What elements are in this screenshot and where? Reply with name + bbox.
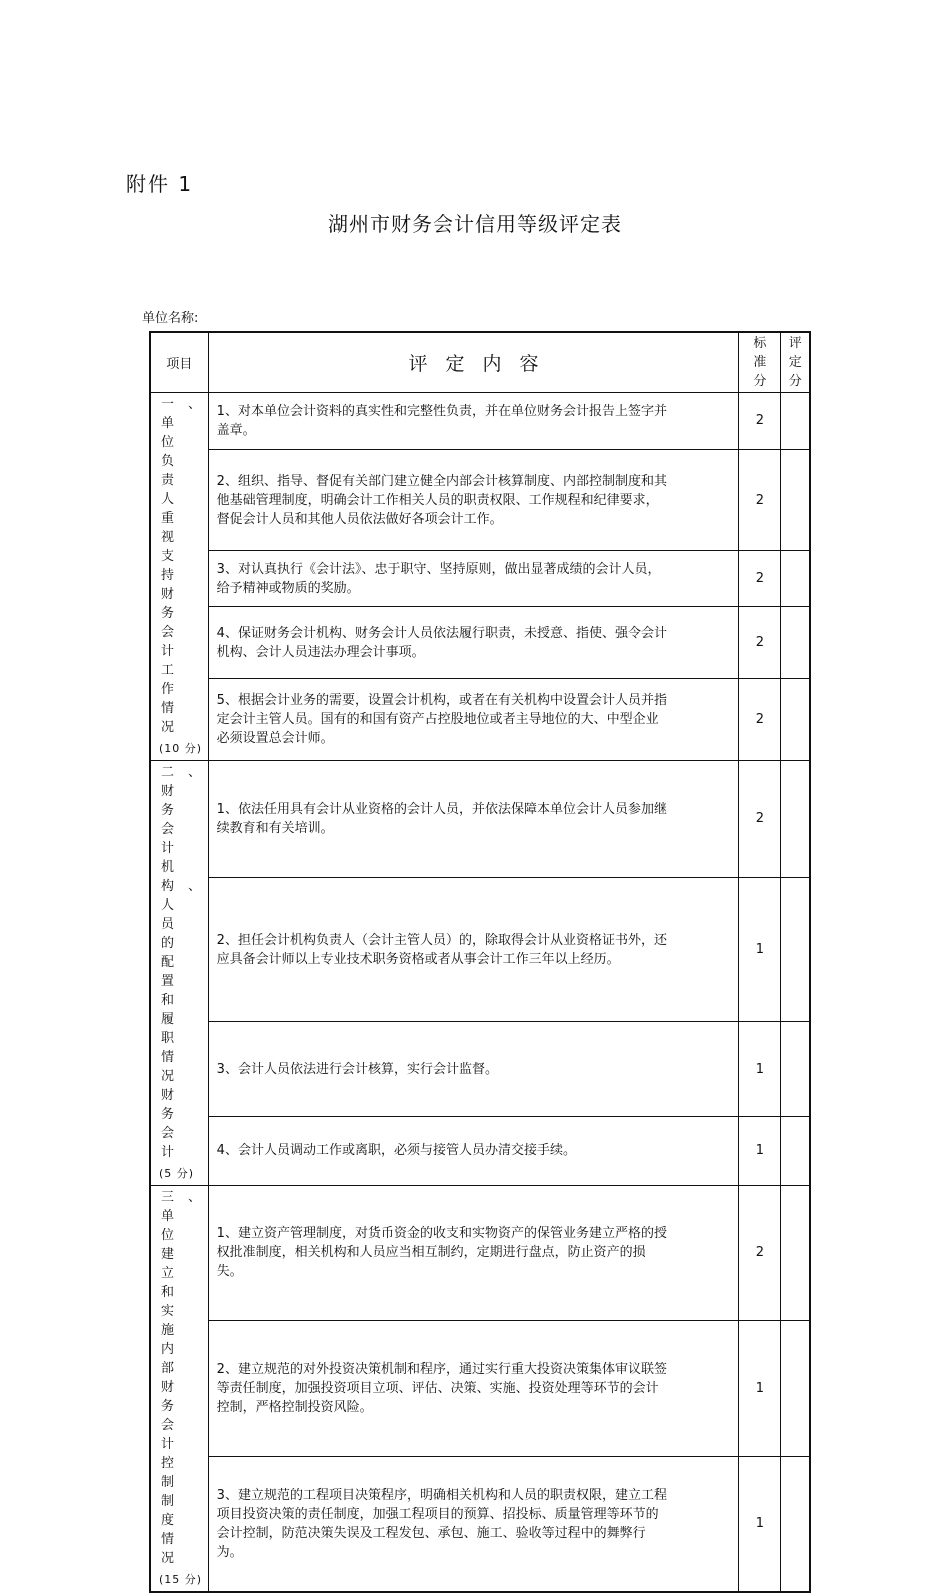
rating-score-cell[interactable] bbox=[781, 1321, 810, 1457]
table-row bbox=[150, 450, 810, 551]
standard-score: 2 bbox=[739, 450, 781, 551]
table-row bbox=[150, 607, 810, 679]
criterion-text: 2、建立规范的对外投资决策机制和程序，通过实行重大投资决策集体审议联签等责任制度，加强投资项目立项、评估、决策、实施、投资处理等环节的会计控制，严格控制投资风险。 bbox=[208, 1321, 739, 1457]
rating-score-cell[interactable] bbox=[781, 679, 810, 760]
table-row bbox=[150, 760, 810, 877]
category-score: (5 分) bbox=[159, 1166, 195, 1180]
standard-score: 1 bbox=[739, 1022, 781, 1117]
rating-score-cell[interactable] bbox=[781, 877, 810, 1022]
table-row bbox=[150, 1321, 810, 1457]
unit-name-label: 单位名称: bbox=[142, 311, 199, 326]
standard-score: 1 bbox=[739, 1321, 781, 1457]
table-row bbox=[150, 1022, 810, 1117]
standard-score: 2 bbox=[739, 392, 781, 450]
criterion-text: 2、组织、指导、督促有关部门建立健全内部会计核算制度、内部控制制度和其他基础管理制度，明确会计工作相关人员的职责权限、工作规程和纪律要求，督促会计人员和其他人员依法做好各项会计工作。 bbox=[208, 450, 739, 551]
column-header-item: 项目 bbox=[150, 332, 208, 392]
column-header-content: 评定内容 bbox=[208, 332, 739, 392]
rating-score-cell[interactable] bbox=[781, 1456, 810, 1592]
standard-score: 2 bbox=[739, 550, 781, 606]
standard-score: 2 bbox=[739, 760, 781, 877]
category-score: (10 分) bbox=[159, 741, 203, 755]
criterion-text: 2、担任会计机构负责人（会计主管人员）的，除取得会计从业资格证书外，还应具备会计师以上专业技术职务资格或者从事会计工作三年以上经历。 bbox=[208, 877, 739, 1022]
criterion-text: 1、依法任用具有会计从业资格的会计人员，并依法保障本单位会计人员参加继续教育和有关培训。 bbox=[208, 760, 739, 877]
column-header-rating-score: 评定分 bbox=[781, 332, 810, 392]
table-header-row bbox=[150, 332, 810, 392]
criterion-text: 3、会计人员依法进行会计核算，实行会计监督。 bbox=[208, 1022, 739, 1117]
category-cell-1 bbox=[150, 392, 216, 760]
standard-score: 1 bbox=[739, 877, 781, 1022]
category-cell-2 bbox=[150, 760, 216, 1185]
standard-score: 1 bbox=[739, 1117, 781, 1185]
table-row bbox=[150, 1117, 810, 1185]
standard-score: 2 bbox=[739, 1185, 781, 1321]
category-score: (15 分) bbox=[159, 1572, 203, 1586]
table-row bbox=[150, 1456, 810, 1592]
criterion-text: 1、建立资产管理制度，对货币资金的收支和实物资产的保管业务建立严格的授权批准制度，相关机构和人员应当相互制约，定期进行盘点，防止资产的损失。 bbox=[208, 1185, 739, 1321]
category-label: 二、财务会计机构、人员的配置和履职情况财务会计 bbox=[161, 764, 216, 1160]
table-row bbox=[150, 392, 810, 450]
table-row bbox=[150, 1185, 810, 1321]
document-title: 湖州市财务会计信用等级评定表 bbox=[328, 212, 622, 236]
table-row bbox=[150, 877, 810, 1022]
rating-score-cell[interactable] bbox=[781, 760, 810, 877]
standard-score: 1 bbox=[739, 1456, 781, 1592]
table-row bbox=[150, 679, 810, 760]
category-cell-3 bbox=[150, 1185, 216, 1592]
rating-score-cell[interactable] bbox=[781, 1117, 810, 1185]
criterion-text: 4、会计人员调动工作或离职，必须与接管人员办清交接手续。 bbox=[208, 1117, 739, 1185]
criterion-text: 3、对认真执行《会计法》、忠于职守、坚持原则，做出显著成绩的会计人员，给予精神或物质的奖励。 bbox=[208, 550, 739, 606]
rating-score-cell[interactable] bbox=[781, 607, 810, 679]
criterion-text: 5、根据会计业务的需要，设置会计机构，或者在有关机构中设置会计人员并指定会计主管人员。国有的和国有资产占控股地位或者主导地位的大、中型企业必须设置总会计师。 bbox=[208, 679, 739, 760]
criterion-text: 1、对本单位会计资料的真实性和完整性负责，并在单位财务会计报告上签字并盖章。 bbox=[208, 392, 739, 450]
column-header-standard-score: 标准分 bbox=[739, 332, 781, 392]
criterion-text: 4、保证财务会计机构、财务会计人员依法履行职责，未授意、指使、强令会计机构、会计人员违法办理会计事项。 bbox=[208, 607, 739, 679]
table-row bbox=[150, 550, 810, 606]
rating-score-cell[interactable] bbox=[781, 1185, 810, 1321]
rating-score-cell[interactable] bbox=[781, 392, 810, 450]
rating-score-cell[interactable] bbox=[781, 450, 810, 551]
evaluation-table bbox=[149, 331, 811, 1593]
attachment-label: 附件 1 bbox=[126, 172, 194, 196]
category-label: 一、单位负责人重视支持财务会计工作情况 bbox=[161, 396, 216, 735]
rating-score-cell[interactable] bbox=[781, 1022, 810, 1117]
standard-score: 2 bbox=[739, 607, 781, 679]
standard-score: 2 bbox=[739, 679, 781, 760]
category-label: 三、单位建立和实施内部财务会计控制制度情况 bbox=[161, 1189, 216, 1566]
rating-score-cell[interactable] bbox=[781, 550, 810, 606]
criterion-text: 3、建立规范的工程项目决策程序，明确相关机构和人员的职责权限，建立工程项目投资决策的责任制度，加强工程项目的预算、招投标、质量管理等环节的会计控制，防范决策失误及工程发包、承包、施工、验收等过程中的舞弊行为。 bbox=[208, 1456, 739, 1592]
